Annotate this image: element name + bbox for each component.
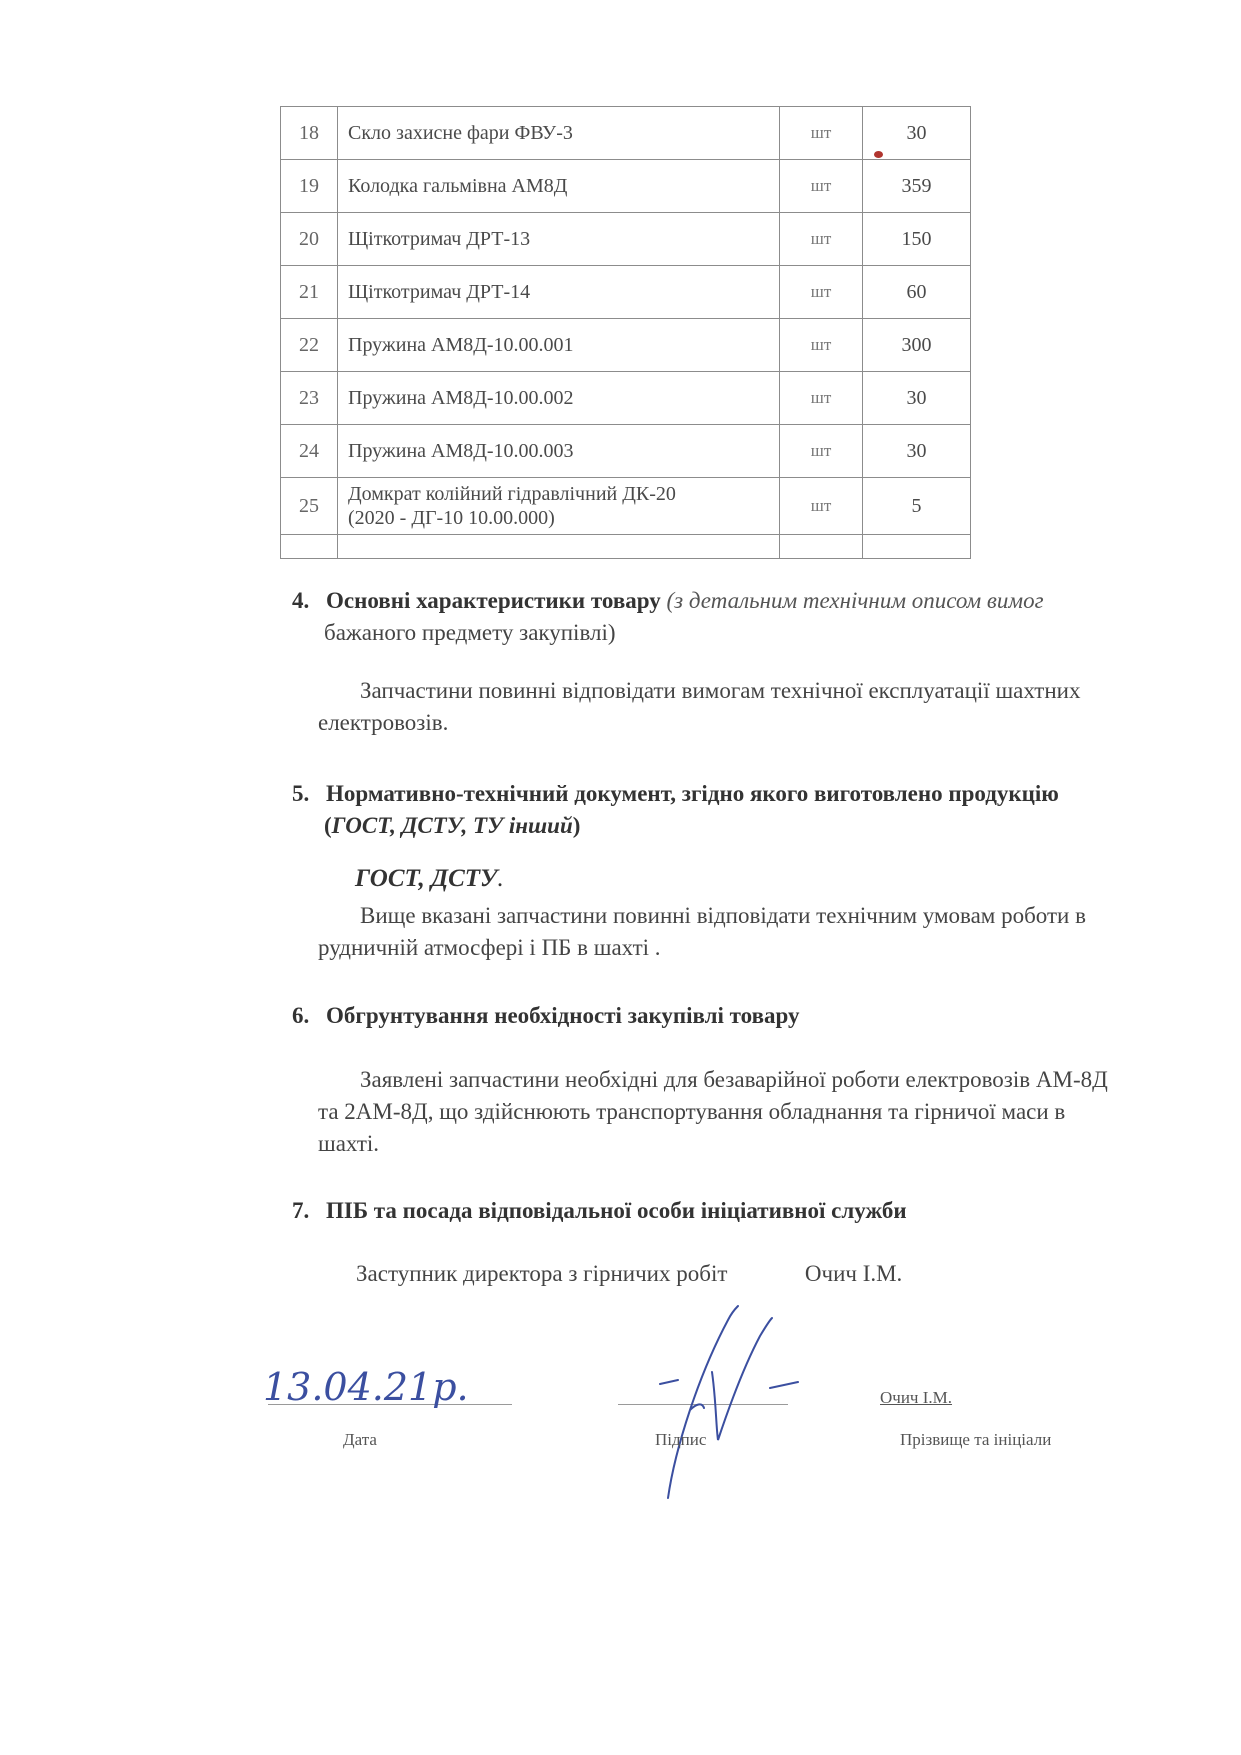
table-row — [281, 266, 971, 319]
item-unit: шт — [780, 107, 863, 160]
handwritten-signature — [620, 1300, 810, 1500]
item-quantity: 30 — [863, 425, 971, 478]
item-unit: шт — [780, 266, 863, 319]
row-number: 25 — [281, 478, 338, 535]
row-number: 22 — [281, 319, 338, 372]
item-name — [338, 478, 780, 535]
item-name: Пружина АМ8Д-10.00.001 — [338, 319, 780, 372]
section-5-heading-line2: (ГОСТ, ДСТУ, ТУ інший) — [324, 813, 581, 838]
red-ink-mark — [874, 151, 883, 158]
section-4-text: Запчастини повинні відповідати вимогам технічної експлуатації шахтних електровозів. — [318, 678, 1081, 735]
table-row-empty — [281, 535, 971, 559]
section-4 — [292, 585, 1222, 649]
table-row — [281, 478, 971, 535]
section-6-heading: 6. Обгрунтування необхідності закупівлі товару — [292, 1003, 800, 1028]
section-title: Обгрунтування необхідності закупівлі товару — [326, 1003, 800, 1028]
item-quantity: 359 — [863, 160, 971, 213]
section-6 — [292, 1000, 1222, 1032]
item-name: Скло захисне фари ФВУ-3 — [338, 107, 780, 160]
item-name-line: (2020 - ДГ-10 10.00.000) — [348, 507, 555, 529]
section-note-continued: бажаного предмету закупівлі) — [324, 620, 616, 645]
item-quantity: 150 — [863, 213, 971, 266]
item-quantity: 60 — [863, 266, 971, 319]
signature-caption: Підпис — [655, 1430, 707, 1449]
item-quantity: 30 — [863, 372, 971, 425]
section-5 — [292, 778, 1222, 842]
responsible-person: Очич І.М. — [804, 1261, 903, 1286]
row-number: 18 — [281, 107, 338, 160]
item-name: Щіткотримач ДРТ-14 — [338, 266, 780, 319]
table-row — [281, 372, 971, 425]
item-quantity: 5 — [863, 478, 971, 535]
row-number: 23 — [281, 372, 338, 425]
date-caption: Дата — [343, 1430, 377, 1449]
item-name: Пружина АМ8Д-10.00.002 — [338, 372, 780, 425]
section-title: ПІБ та посада відповідальної особи ініціативної служби — [326, 1198, 907, 1223]
section-title: Основні характеристики товару — [326, 588, 661, 613]
section-7-heading: 7. ПІБ та посада відповідальної особи ініціативної служби — [292, 1198, 907, 1223]
signer-name: Очич І.М. — [880, 1388, 953, 1407]
item-name-line: Домкрат колійний гідравлічний ДК-20 — [348, 483, 676, 505]
row-number: 19 — [281, 160, 338, 213]
item-unit: шт — [780, 478, 863, 535]
item-unit: шт — [780, 372, 863, 425]
item-unit: шт — [780, 425, 863, 478]
item-name: Колодка гальмівна АМ8Д — [338, 160, 780, 213]
responsible-position: Заступник директора з гірничих робіт — [356, 1261, 728, 1286]
table-row — [281, 425, 971, 478]
table-row — [281, 107, 971, 160]
row-number: 21 — [281, 266, 338, 319]
table-row — [281, 319, 971, 372]
item-unit: шт — [780, 213, 863, 266]
item-name: Щіткотримач ДРТ-13 — [338, 213, 780, 266]
items-table — [280, 106, 971, 559]
section-7 — [292, 1195, 1222, 1227]
item-unit: шт — [780, 160, 863, 213]
item-unit: шт — [780, 319, 863, 372]
item-quantity: 30 — [863, 107, 971, 160]
row-number: 20 — [281, 213, 338, 266]
section-5-heading: 5. Нормативно-технічний документ, згідно якого виготовлено продукцію — [292, 781, 1059, 806]
section-7-text — [356, 1258, 1241, 1290]
standard-text: ГОСТ, ДСТУ. — [355, 865, 504, 892]
table-row — [281, 160, 971, 213]
item-quantity: 300 — [863, 319, 971, 372]
section-6-text: Заявлені запчастини необхідні для безаварійної роботи електровозів АМ-8Д та 2АМ-8Д, що здійснюють транспортування обладнання та гірничої маси в шахті. — [318, 1067, 1108, 1156]
section-note: (з детальним технічним описом вимог — [666, 588, 1044, 613]
section-4-heading: 4. Основні характеристики товару (з детальним технічним описом вимог — [292, 588, 1044, 613]
handwritten-date — [255, 1362, 515, 1412]
table-row — [281, 213, 971, 266]
name-caption: Прізвище та ініціали — [900, 1430, 1052, 1449]
section-5-text: Вище вказані запчастини повинні відповідати технічним умовам роботи в рудничній атмосфері і ПБ в шахті . — [318, 903, 1086, 960]
row-number: 24 — [281, 425, 338, 478]
svg-text:13.04.21р.: 13.04.21р. — [263, 1365, 469, 1409]
item-name: Пружина АМ8Д-10.00.003 — [338, 425, 780, 478]
section-title: Нормативно-технічний документ, згідно якого виготовлено продукцію — [326, 781, 1059, 806]
